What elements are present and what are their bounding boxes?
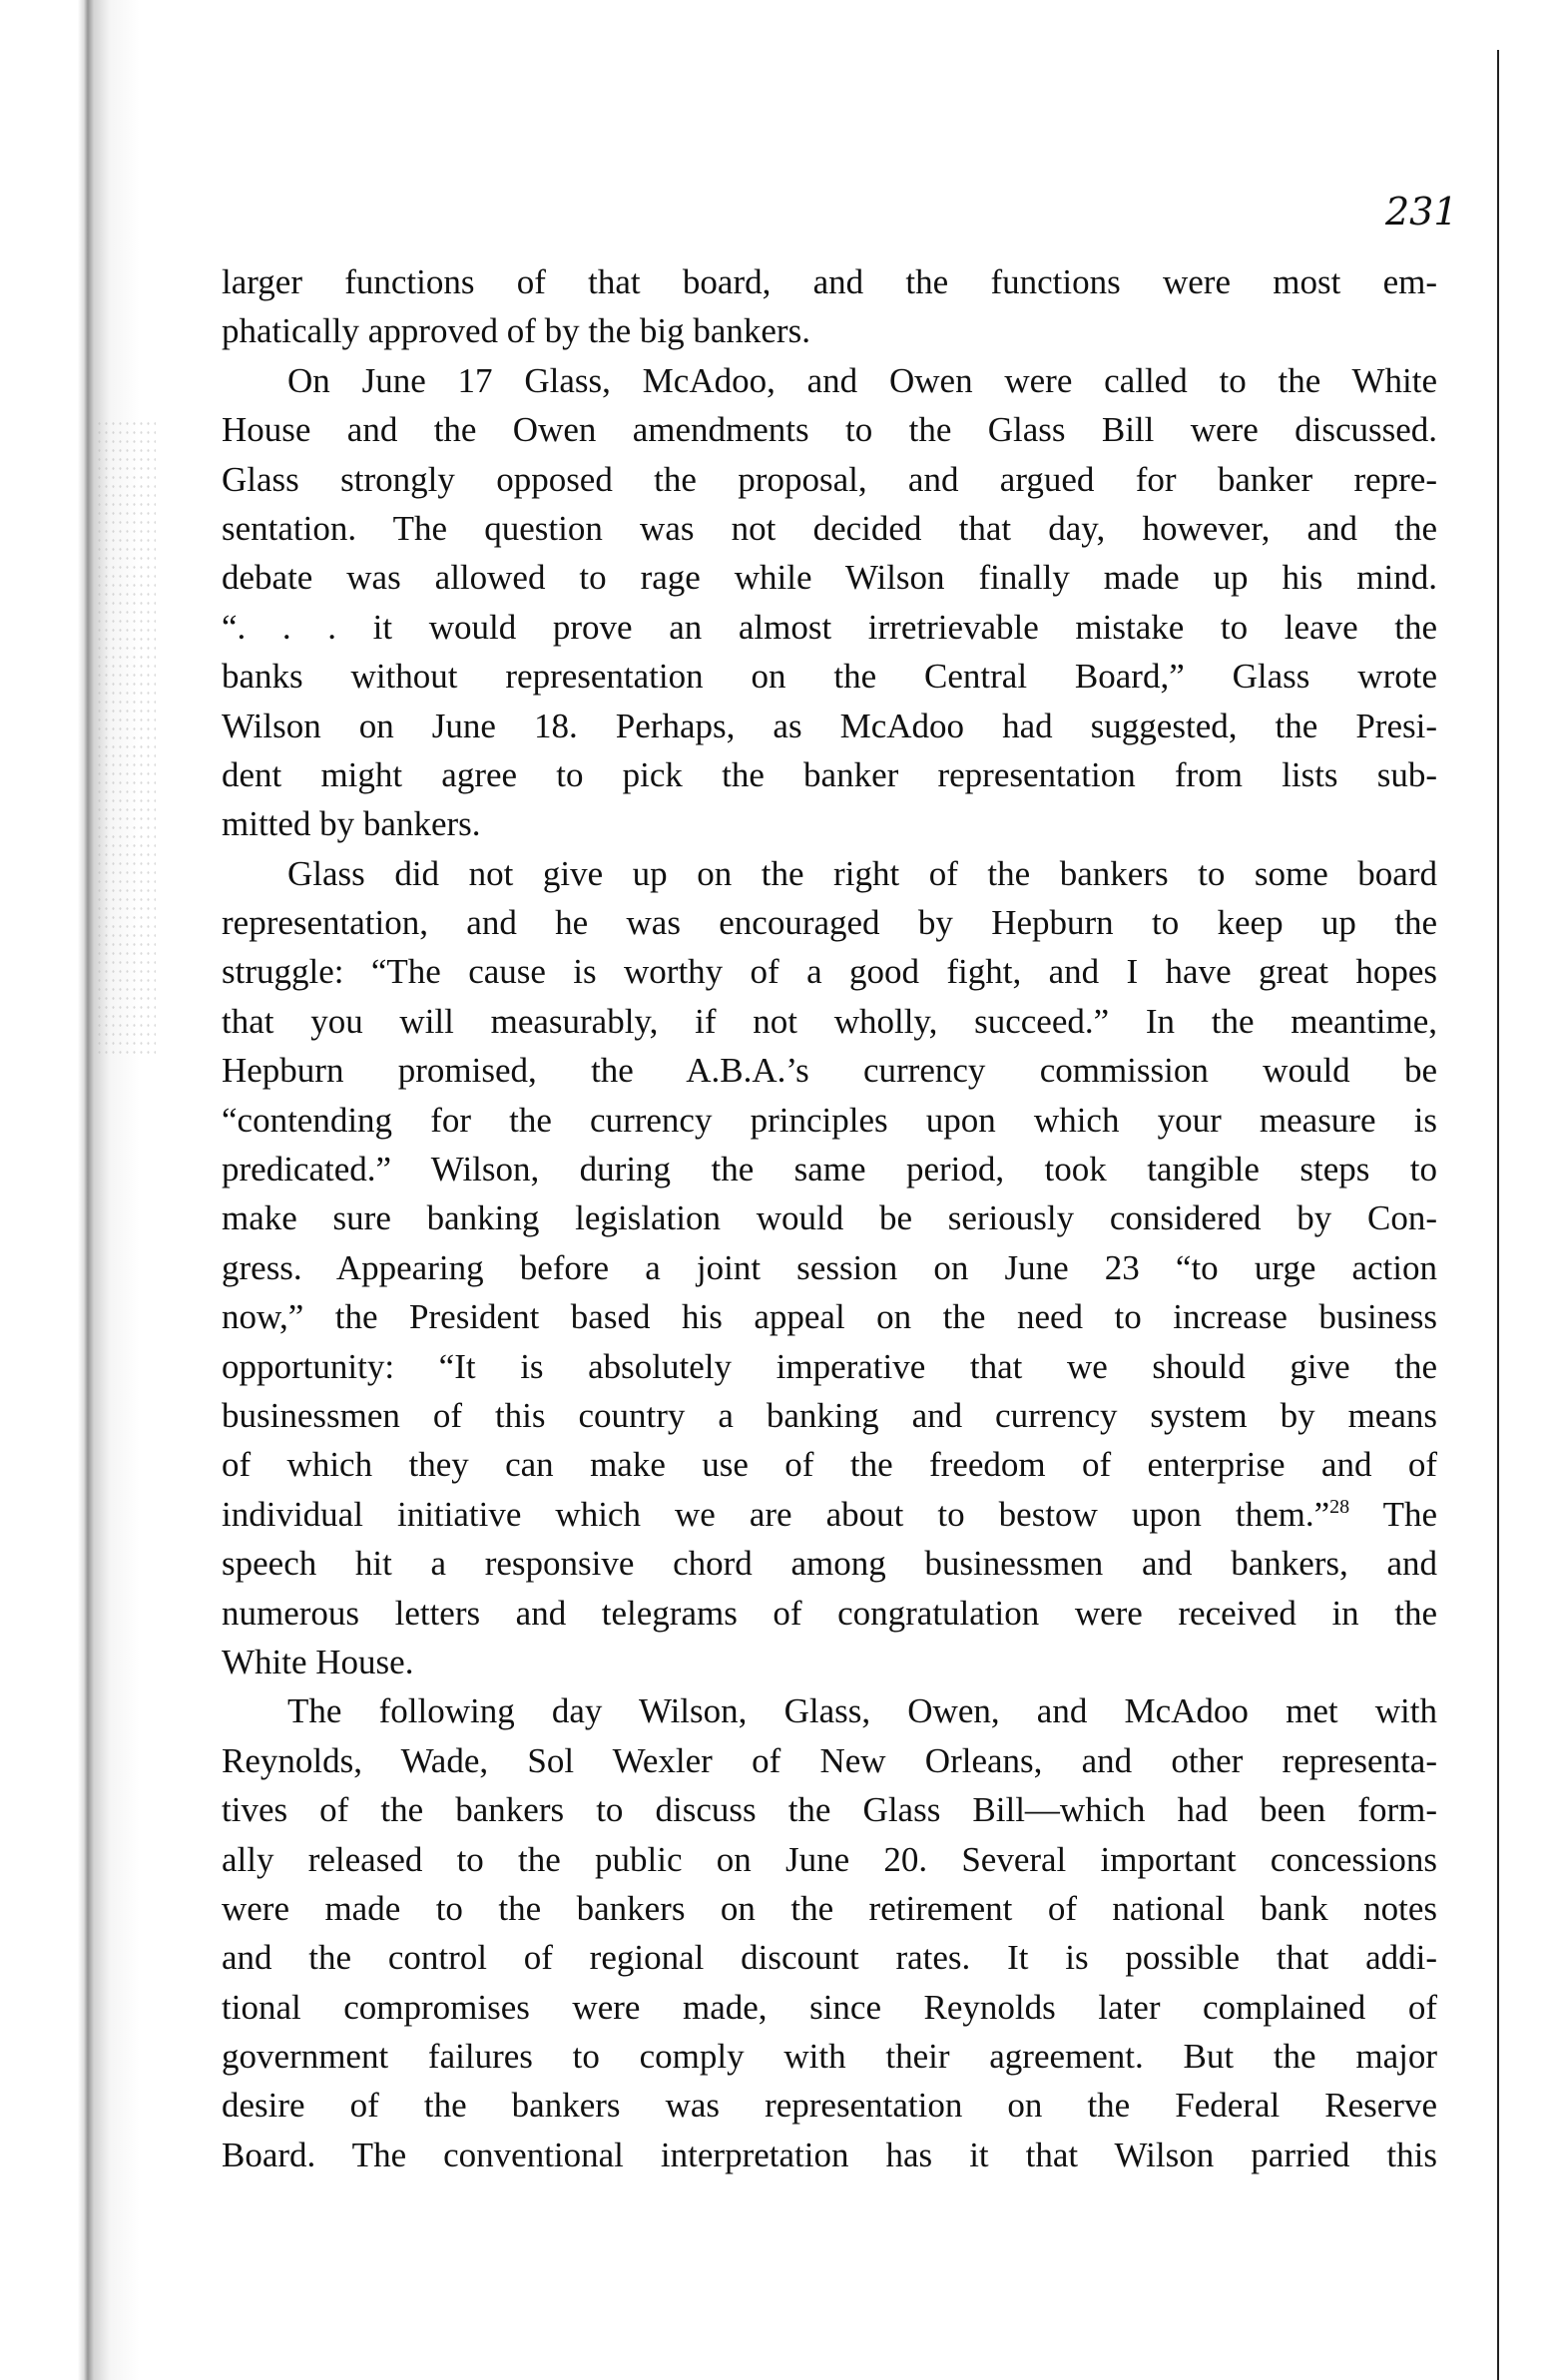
text-line-content: speech hit a responsive chord among businessmen and bankers, and (222, 1544, 1437, 1584)
text-line-content: businessmen of this country a banking and currency system by means (222, 1395, 1437, 1435)
text-line-content: government failures to comply with their agreement. But the major (222, 2037, 1437, 2077)
body-text (222, 257, 1437, 2179)
page-edge-line (1497, 50, 1499, 2380)
text-line (222, 652, 1437, 701)
text-line (222, 1638, 1437, 1686)
text-line-content: that you will measurably, if not wholly, succeed.” In the meantime, (222, 1001, 1437, 1041)
text-line (222, 1096, 1437, 1145)
text-line-content: individual initiative which we are about to bestow upon them.” (222, 1494, 1330, 1534)
text-line-content: opportunity: “It is absolutely imperative that we should give the (222, 1346, 1437, 1386)
text-line (222, 1490, 1437, 1539)
text-line (222, 799, 1437, 848)
text-line-content: were made to the bankers on the retirement of national bank notes (222, 1888, 1437, 1928)
text-line-content: of which they can make use of the freedom of enterprise and of (222, 1445, 1437, 1485)
text-line-continuation: The (1349, 1494, 1437, 1534)
text-line (222, 2131, 1437, 2179)
text-line-content: gress. Appearing before a joint session on June 23 “to urge action (222, 1247, 1437, 1287)
text-line (222, 553, 1437, 602)
text-line-content: struggle: “The cause is worthy of a good fight, and I have great hopes (222, 952, 1437, 992)
text-line (222, 1046, 1437, 1095)
text-line (222, 1539, 1437, 1588)
text-line (222, 1983, 1437, 2032)
text-line-content: Reynolds, Wade, Sol Wexler of New Orleans, and other representa- (222, 1740, 1437, 1780)
text-line (222, 849, 1437, 898)
text-line (222, 1686, 1437, 1735)
footnote-marker: 28 (1329, 1495, 1350, 1518)
text-line-content: White House. (222, 1642, 414, 1681)
text-line-content: tional compromises were made, since Reynolds later complained of (222, 1987, 1437, 2027)
text-line (222, 750, 1437, 799)
text-line-content: Board. The conventional interpretation has it that Wilson parried this (222, 2135, 1437, 2174)
text-line (222, 356, 1437, 405)
text-line-content: predicated.” Wilson, during the same period, took tangible steps to (222, 1150, 1437, 1190)
text-line-content: sentation. The question was not decided that day, however, and the (222, 508, 1437, 548)
text-line (222, 1145, 1437, 1193)
text-line (222, 1243, 1437, 1292)
text-line-content: phatically approved of by the big bankers. (222, 311, 810, 351)
text-line-content: Wilson on June 18. Perhaps, as McAdoo had suggested, the Presi- (222, 706, 1437, 745)
binding-gutter-shadow (0, 0, 140, 2380)
text-line (222, 405, 1437, 454)
text-line-content: tives of the bankers to discuss the Glass Bill—which had been form- (222, 1790, 1437, 1830)
text-line (222, 257, 1437, 306)
text-line (222, 898, 1437, 947)
text-line-content: “. . . it would prove an almost irretrievable mistake to leave the (222, 607, 1437, 647)
text-line-content: ally released to the public on June 20. Several important concessions (222, 1839, 1437, 1879)
text-line (222, 702, 1437, 750)
text-line-content: desire of the bankers was representation on the Federal Reserve (222, 2086, 1437, 2126)
text-line (222, 1785, 1437, 1834)
text-line (222, 1884, 1437, 1933)
text-line-content: Hepburn promised, the A.B.A.’s currency commission would be (222, 1051, 1437, 1091)
text-line (222, 997, 1437, 1046)
text-line (222, 1736, 1437, 1785)
text-line (222, 2032, 1437, 2081)
page-number: 231 (1385, 190, 1458, 234)
text-line-content: now,” the President based his appeal on the need to increase business (222, 1297, 1437, 1337)
text-line (222, 1342, 1437, 1391)
text-line-content: numerous letters and telegrams of congratulation were received in the (222, 1593, 1437, 1633)
text-line-content: On June 17 Glass, McAdoo, and Owen were called to the White (287, 360, 1437, 400)
text-line (222, 1440, 1437, 1489)
text-line (222, 1292, 1437, 1341)
text-line-content: dent might agree to pick the banker representation from lists sub- (222, 754, 1437, 794)
text-line-content: mitted by bankers. (222, 804, 481, 844)
text-line (222, 306, 1437, 355)
text-line-content: debate was allowed to rage while Wilson finally made up his mind. (222, 558, 1437, 598)
text-line (222, 504, 1437, 553)
text-line-content: Glass did not give up on the right of the bankers to some board (287, 853, 1437, 893)
text-line (222, 947, 1437, 996)
text-line-content: make sure banking legislation would be seriously considered by Con- (222, 1198, 1437, 1238)
text-line (222, 603, 1437, 652)
text-line-content: and the control of regional discount rates. It is possible that addi- (222, 1938, 1437, 1978)
scan-noise (96, 419, 156, 1058)
text-line (222, 455, 1437, 504)
text-line-content: representation, and he was encouraged by Hepburn to keep up the (222, 903, 1437, 943)
text-line-content: House and the Owen amendments to the Glass Bill were discussed. (222, 410, 1437, 450)
text-line-content: The following day Wilson, Glass, Owen, and McAdoo met with (287, 1691, 1437, 1731)
text-line-content: Glass strongly opposed the proposal, and argued for banker repre- (222, 459, 1437, 499)
text-line (222, 1589, 1437, 1638)
text-line (222, 1391, 1437, 1440)
text-line (222, 1835, 1437, 1884)
text-line-content: “contending for the currency principles upon which your measure is (222, 1100, 1437, 1140)
text-line-content: banks without representation on the Central Board,” Glass wrote (222, 657, 1437, 697)
text-line (222, 2081, 1437, 2130)
text-line (222, 1933, 1437, 1982)
text-line (222, 1193, 1437, 1242)
text-line-content: larger functions of that board, and the functions were most em- (222, 262, 1437, 301)
